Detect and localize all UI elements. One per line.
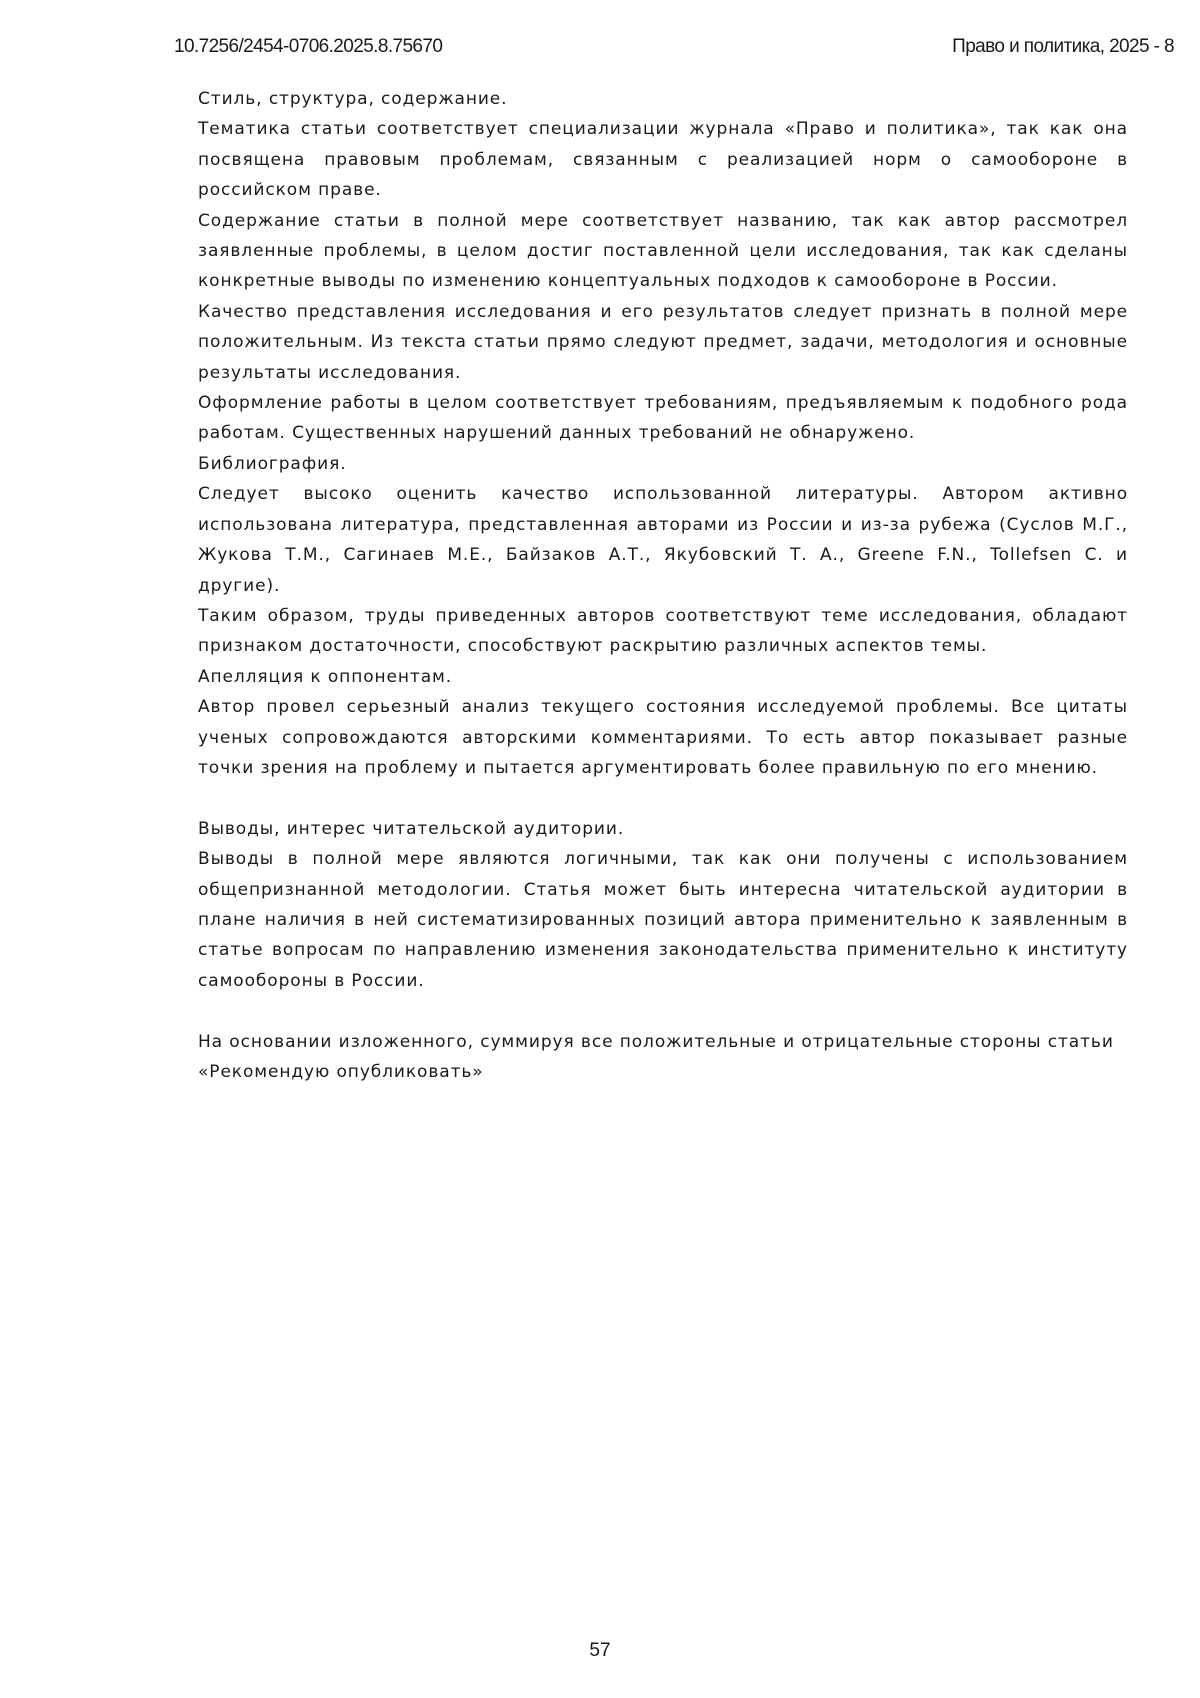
section-heading-style: Стиль, структура, содержание. (198, 84, 1128, 114)
journal-issue: Право и политика, 2025 - 8 (952, 36, 1174, 58)
paragraph-literature-summary: Таким образом, труды приведенных авторов соответствуют теме исследования, обладают признаком достаточности, способствуют раскрытию различных аспектов темы. (198, 601, 1128, 662)
recommendation: «Рекомендую опубликовать» (198, 1057, 1128, 1087)
doi-identifier: 10.7256/2454-0706.2025.8.75670 (174, 36, 442, 58)
page-number: 57 (0, 1640, 1200, 1662)
page-header (174, 36, 1174, 66)
paragraph-quality: Качество представления исследования и его результатов следует признать в полной мере положительным. Из текста статьи прямо следуют предмет, задачи, методология и основные результаты исследования. (198, 297, 1128, 388)
section-heading-bibliography: Библиография. (198, 449, 1128, 479)
section-heading-opponents: Апелляция к оппонентам. (198, 662, 1128, 692)
paragraph-summary: На основании изложенного, суммируя все положительные и отрицательные стороны статьи (198, 1027, 1128, 1057)
paragraph-content: Содержание статьи в полной мере соответствует названию, так как автор рассмотрел заявленные проблемы, в целом достиг поставленной цели исследования, так как сделаны конкретные выводы по изменению концептуальных подходов к самообороне в России. (198, 206, 1128, 297)
section-heading-conclusions: Выводы, интерес читательской аудитории. (198, 814, 1128, 844)
paragraph-conclusions: Выводы в полной мере являются логичными, так как они получены с использованием общепризнанной методологии. Статья может быть интересна читательской аудитории в плане наличия в ней систематизированных позиций автора применительно к заявленным в статье вопросам по направлению изменения законодательства применительно к институту самообороны в России. (198, 844, 1128, 996)
paragraph-opponents: Автор провел серьезный анализ текущего состояния исследуемой проблемы. Все цитаты ученых сопровождаются авторскими комментариями. То есть автор показывает разные точки зрения на проблему и пытается аргументировать более правильную по его мнению. (198, 692, 1128, 783)
paragraph-formatting: Оформление работы в целом соответствует требованиям, предъявляемым к подобного рода работам. Существенных нарушений данных требований не обнаружено. (198, 388, 1128, 449)
paragraph-literature: Следует высоко оценить качество использованной литературы. Автором активно использована литература, представленная авторами из России и из-за рубежа (Суслов М.Г., Жукова Т.М., Сагинаев М.Е., Байзаков А.Т., Якубовский Т. А., Greene F.N., Tollefsen C. и другие). (198, 479, 1128, 601)
review-body (198, 84, 1128, 1087)
paragraph-topic: Тематика статьи соответствует специализации журнала «Право и политика», так как она посвящена правовым проблемам, связанным с реализацией норм о самообороне в российском праве. (198, 114, 1128, 205)
